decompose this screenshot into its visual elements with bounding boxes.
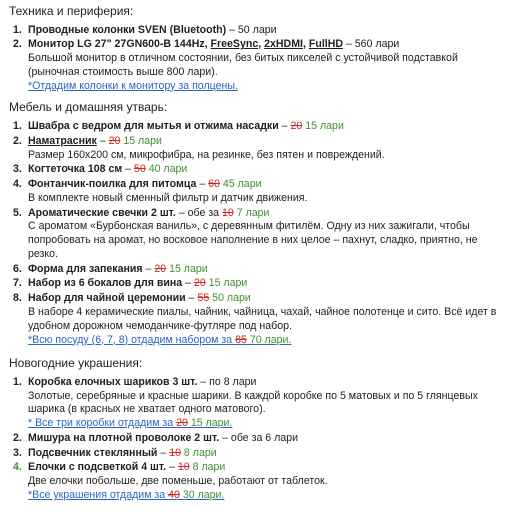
item-line	[28, 292, 251, 304]
item-title: Набор из 6 бокалов для вина	[28, 277, 183, 290]
item-title: Фонтанчик-поилка для питомца	[28, 178, 197, 191]
new-price: 50 лари	[209, 292, 251, 305]
item-number: 3.	[13, 446, 22, 459]
item-description: В наборе 4 керамические пиалы, чайник, чайница, чахай, чайное полотенце и сито. Всё идет в удобном дорожном чемоданчике-футляре под набор.	[28, 305, 497, 332]
old-price: 50	[133, 163, 146, 176]
item-title: Проводные колонки SVEN (Bluetooth)	[28, 23, 227, 36]
item-number: 3.	[13, 163, 22, 176]
item-title: Швабра с ведром для мытья и отжима насадки	[28, 120, 279, 133]
item-title: ,	[258, 38, 265, 51]
list-item	[9, 447, 504, 461]
item-description: Две елочки побольше, две поменьше, работают от таблеток.	[28, 475, 328, 488]
text-run: –	[185, 292, 198, 305]
item-line	[28, 24, 277, 36]
item-line	[28, 263, 208, 275]
list-item	[9, 277, 504, 291]
item-description: Золотые, серебряные и красные шарики. В каждой коробке по 5 матовых и по 5 глянцевых шарика (в красных не хватает одного матового).	[28, 389, 478, 416]
new-price: 15 лари	[166, 262, 208, 275]
item-title: Наматрасник	[28, 134, 97, 147]
list-item	[9, 163, 504, 177]
item-title: Елочки с подсветкой 4 шт.	[28, 461, 167, 474]
item-line	[28, 461, 225, 473]
text-run: – обе за 6 лари	[219, 431, 299, 444]
new-price: 7 лари	[233, 206, 270, 219]
item-number: 2.	[13, 431, 22, 444]
item-number: 2.	[13, 38, 22, 51]
list-item	[9, 120, 504, 134]
old-price: 40	[168, 488, 180, 501]
new-price: 15 лари	[205, 277, 248, 290]
new-price: 8 лари	[189, 461, 226, 474]
item-number: 2.	[13, 134, 22, 147]
item-title: Форма для запекания	[28, 262, 143, 275]
new-price: 40 лари	[145, 163, 188, 176]
old-price: 20	[290, 120, 303, 133]
list-item	[9, 292, 504, 347]
text-run: – 560 лари	[343, 38, 400, 51]
item-title: Ароматические свечки 2 шт.	[28, 206, 176, 219]
item-note	[28, 489, 504, 503]
old-price: 85	[235, 333, 247, 346]
list-item	[9, 263, 504, 277]
new-price: 8 лари	[180, 446, 217, 459]
item-line	[28, 120, 344, 132]
note-text: *Всю посуду (6, 7, 8) отдадим набором за	[28, 333, 236, 346]
item-description: Размер 160х200 см, микрофибра, на резинке, без пятен и повреждений.	[28, 148, 385, 161]
list-item	[9, 376, 504, 431]
item-number: 4.	[13, 178, 22, 191]
section-title: Новогодние украшения:	[9, 356, 143, 371]
old-price: 20	[193, 277, 206, 290]
text-run: – обе за	[175, 206, 223, 219]
text-run: –	[96, 134, 109, 147]
note-text: *Все украшения отдадим за	[28, 488, 169, 501]
new-price: 70 лари.	[246, 333, 292, 346]
item-line	[28, 135, 162, 147]
item-title: FreeSync	[210, 38, 259, 51]
section-title: Техника и периферия:	[9, 4, 134, 18]
item-number: 1.	[13, 23, 22, 36]
item-description: С ароматом «Бурбонская ваниль», с деревянным фитилём. Одну из них зажигали, чтобы попробовать на аромат, но восковое наполнение в них целое – пахнут, сладко, приятно, не резко.	[28, 220, 478, 260]
item-line	[28, 277, 247, 289]
old-price: 10	[169, 446, 181, 459]
new-price: 15 лари	[120, 134, 162, 147]
item-title: Коробка елочных шариков 3 шт.	[28, 375, 198, 388]
text-run: –	[157, 446, 170, 459]
item-description: В комплекте новый сменный фильтр и датчик движения.	[28, 191, 308, 204]
item-number: 1.	[13, 375, 22, 388]
item-line	[28, 447, 217, 459]
list-item	[9, 207, 504, 262]
item-line	[28, 163, 187, 175]
item-line	[28, 178, 262, 190]
item-title: Набор для чайной церемонии	[28, 292, 186, 305]
section-title: Мебель и домашняя утварь:	[9, 100, 168, 115]
item-note: *Отдадим колонки к монитору за полцены.	[28, 79, 238, 92]
item-number: 1.	[13, 120, 22, 133]
item-list	[9, 120, 504, 347]
list-item	[9, 178, 504, 206]
list-item	[9, 432, 504, 446]
text-run: –	[142, 262, 155, 275]
old-price: 10	[222, 206, 234, 219]
old-price: 55	[197, 292, 210, 305]
item-number: 4.	[13, 461, 22, 474]
old-price: 20	[154, 262, 167, 275]
item-title: Монитор LG 27" 27GN600-B 144Hz,	[28, 38, 211, 51]
item-line	[28, 432, 298, 444]
text-run: –	[278, 120, 291, 133]
item-number: 8.	[13, 292, 22, 305]
old-price: 10	[177, 461, 190, 474]
old-price: 20	[176, 417, 188, 430]
old-price: 60	[208, 178, 220, 191]
new-price: 30 лари.	[179, 488, 225, 501]
list-item	[9, 24, 504, 38]
item-title: Подсвечник стеклянный	[28, 446, 158, 459]
item-title: 2xHDMI	[264, 38, 303, 51]
item-description: Большой монитор в отличном состоянии, без битых пикселей с устойчивой подставкой (рыночная стоимость выше 800 лари).	[28, 52, 458, 78]
old-price: 20	[108, 134, 121, 147]
item-number: 7.	[13, 277, 22, 290]
text-run: –	[166, 461, 178, 474]
text-run: – по 8 лари	[197, 375, 257, 388]
text-run: – 50 лари	[226, 23, 277, 36]
item-list	[9, 376, 504, 503]
item-number: 5.	[13, 206, 22, 219]
item-line	[28, 207, 269, 219]
item-title: ,	[302, 38, 309, 51]
list-item	[9, 135, 504, 163]
item-title: Когтеточка 108 см	[28, 163, 123, 176]
item-title: Мишура на плотной проволоке 2 шт.	[28, 431, 220, 444]
new-price: 45 лари	[219, 178, 262, 191]
item-note	[28, 417, 504, 431]
new-price: 15 лари	[302, 120, 344, 133]
item-line	[28, 38, 399, 50]
note-text: * Все три коробки отдадим за	[28, 417, 177, 430]
new-price: 15 лари.	[187, 417, 233, 430]
item-list	[9, 24, 504, 94]
list-item	[9, 461, 504, 502]
list-item	[9, 38, 504, 93]
item-note	[28, 334, 504, 348]
text-run: –	[196, 178, 209, 191]
item-number: 6.	[13, 262, 22, 275]
text-run: –	[122, 163, 134, 176]
text-run: –	[182, 277, 194, 290]
item-title: FullHD	[308, 38, 344, 51]
item-line	[28, 376, 256, 388]
